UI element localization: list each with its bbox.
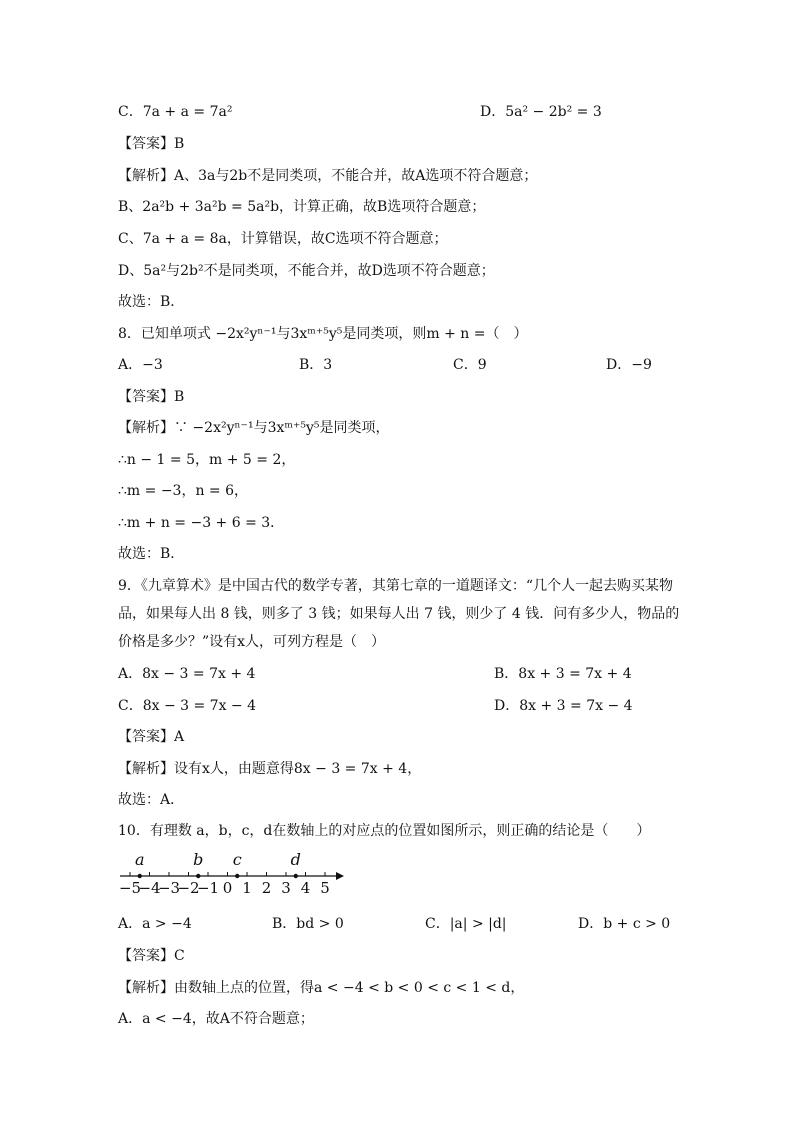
- number-line-tick-label: 2: [261, 879, 272, 897]
- q7-conclusion: 故选：B．: [118, 294, 185, 310]
- q9-question-line2: 品，如果每人出 8 钱，则多了 3 钱；如果每人出 7 钱，则少了 4 钱．问有多少人，物品的: [118, 606, 680, 622]
- number-line-point-label-c: c: [232, 850, 242, 869]
- number-line-point-label-a: a: [134, 850, 145, 869]
- q7-analysis-a: 【解析】A、3a与2b不是同类项，不能合并，故A选项不符合题意；: [118, 168, 538, 184]
- q9-option-c: C．8x − 3 = 7x − 4: [118, 698, 257, 714]
- q7-option-d: D．5a² − 2b² = 3: [480, 104, 602, 120]
- number-line-point-b: [196, 874, 200, 878]
- number-line-point-label-d: d: [290, 850, 301, 869]
- q8-analysis-1: 【解析】∵ −2x²yⁿ⁻¹与3xᵐ⁺⁵y⁵是同类项，: [118, 420, 390, 436]
- q9-option-d: D．8x + 3 = 7x − 4: [494, 698, 633, 714]
- q9-question-line1: 9．《九章算术》是中国古代的数学专著，其第七章的一道题译文：“几个人一起去购买某物: [118, 578, 674, 594]
- q10-answer: 【答案】C: [118, 948, 185, 964]
- q8-option-c: C．9: [453, 357, 487, 373]
- q8-analysis-4: ∴m + n = −3 + 6 = 3．: [118, 515, 285, 531]
- q7-analysis-c: C、7a + a = 8a，计算错误，故C选项不符合题意；: [118, 231, 448, 247]
- number-line-tick-label: 5: [320, 879, 330, 897]
- q10-option-b: B．bd > 0: [272, 916, 344, 932]
- q9-answer: 【答案】A: [118, 729, 185, 745]
- q10-option-d: D．b + c > 0: [578, 916, 671, 932]
- q9-question-line3: 价格是多少？”设有x人，可列方程是（ ）: [118, 634, 386, 650]
- q10-analysis: 【解析】由数轴上点的位置，得a < −4 < b < 0 < c < 1 < d，: [118, 980, 525, 996]
- q9-option-a: A．8x − 3 = 7x + 4: [118, 666, 256, 682]
- number-line-tick-label: −4: [138, 879, 161, 897]
- q10-question: 10．有理数 a，b，c，d在数轴上的对应点的位置如图所示，则正确的结论是（ ）: [118, 823, 651, 839]
- number-line-tick-label: −1: [196, 879, 220, 897]
- number-line-tick-label: 1: [242, 879, 252, 897]
- q8-question: 8．已知单项式 −2x²yⁿ⁻¹与3xᵐ⁺⁵y⁵是同类项，则m + n =（ ）: [118, 326, 528, 342]
- number-line-point-c: [235, 874, 239, 878]
- q7-analysis-d: D、5a²与2b²不是同类项，不能合并，故D选项不符合题意；: [118, 263, 495, 279]
- q8-analysis-3: ∴m = −3，n = 6，: [118, 483, 249, 499]
- q8-answer: 【答案】B: [118, 389, 185, 405]
- q8-option-a: A．−3: [118, 357, 163, 373]
- number-line-figure: [118, 848, 348, 898]
- number-line-tick-label: −3: [157, 879, 181, 897]
- q7-option-c: C．7a + a = 7a²: [118, 104, 233, 120]
- q8-option-d: D．−9: [606, 357, 652, 373]
- number-line-point-a: [138, 874, 142, 878]
- number-line-point-d: [294, 874, 298, 878]
- q7-answer: 【答案】B: [118, 136, 185, 152]
- number-line-tick-label: 3: [281, 879, 291, 897]
- number-line-tick-label: 0: [222, 879, 233, 897]
- number-line-point-label-b: b: [193, 850, 204, 869]
- q9-option-b: B．8x + 3 = 7x + 4: [494, 666, 632, 682]
- q9-conclusion: 故选：A．: [118, 792, 185, 808]
- number-line-tick-label: 4: [300, 879, 311, 897]
- number-line-tick-label: −5: [118, 879, 142, 897]
- number-line-arrow: [336, 872, 344, 880]
- q9-analysis: 【解析】设有x人，由题意得8x − 3 = 7x + 4，: [118, 761, 422, 777]
- q10-analysis-a: A．a < −4，故A不符合题意；: [118, 1011, 314, 1027]
- q8-option-b: B．3: [299, 357, 333, 373]
- number-line-tick-label: −2: [177, 879, 200, 897]
- q8-conclusion: 故选：B．: [118, 546, 185, 562]
- q7-analysis-b: B、2a²b + 3a²b = 5a²b，计算正确，故B选项符合题意；: [118, 199, 486, 215]
- q10-option-c: C．|a| > |d|: [425, 916, 507, 932]
- q10-option-a: A．a > −4: [118, 916, 192, 932]
- q8-analysis-2: ∴n − 1 = 5，m + 5 = 2，: [118, 452, 296, 468]
